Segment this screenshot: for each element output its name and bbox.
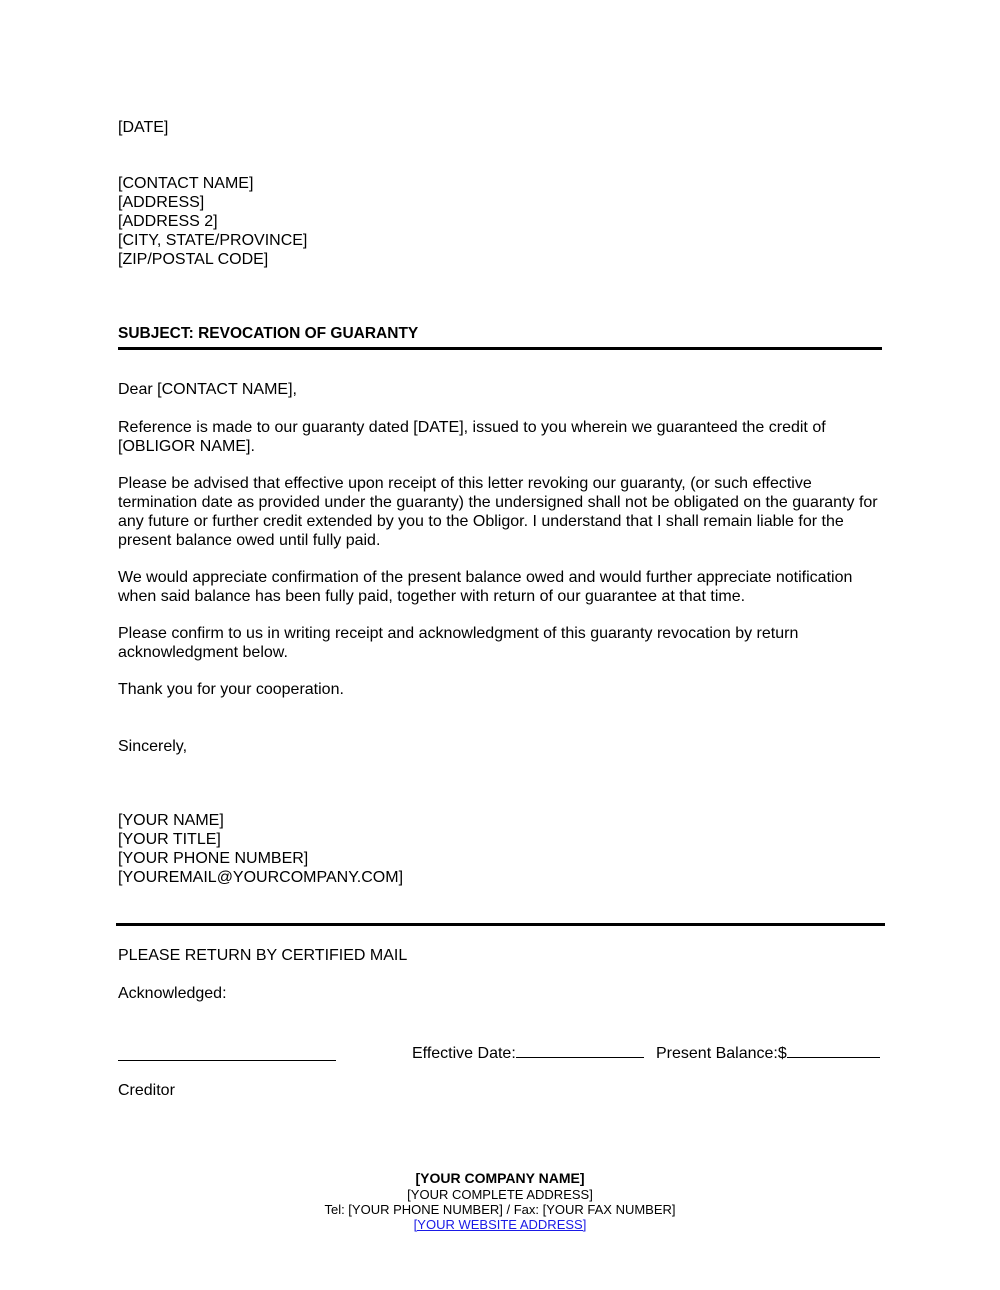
paragraph-text: We would appreciate confirmation of the present balance owed and would further appreciate notification when said balance has been fully paid, together with return of our guarantee at that time. bbox=[118, 569, 853, 605]
closing bbox=[118, 737, 882, 756]
signature-phone: [YOUR PHONE NUMBER] bbox=[118, 850, 309, 867]
body-paragraph-5 bbox=[118, 680, 882, 699]
return-notice-text: PLEASE RETURN BY CERTIFIED MAIL bbox=[118, 947, 408, 964]
creditor-signature-line[interactable] bbox=[118, 1043, 336, 1061]
recipient-address-block bbox=[118, 174, 882, 269]
date-text: [DATE] bbox=[118, 119, 169, 136]
effective-date-label: Effective Date: bbox=[412, 1045, 516, 1062]
body-paragraph-1 bbox=[118, 418, 858, 456]
body-paragraph-4 bbox=[118, 624, 838, 662]
footer-website-link[interactable]: [YOUR WEBSITE ADDRESS] bbox=[413, 1217, 587, 1232]
recipient-contact-name: [CONTACT NAME] bbox=[118, 175, 254, 192]
subject-line bbox=[118, 324, 882, 343]
return-notice bbox=[118, 946, 882, 965]
present-balance-blank[interactable] bbox=[787, 1043, 880, 1058]
present-balance-field bbox=[656, 1043, 880, 1063]
body-paragraph-3 bbox=[118, 568, 883, 606]
signature-name: [YOUR NAME] bbox=[118, 812, 224, 829]
paragraph-text: Thank you for your cooperation. bbox=[118, 681, 344, 698]
recipient-address: [ADDRESS] bbox=[118, 194, 205, 211]
signature-email: [YOUREMAIL@YOURCOMPANY.COM] bbox=[118, 869, 404, 886]
paragraph-text: Please confirm to us in writing receipt and acknowledgment of this guaranty revocation by return acknowledgment below. bbox=[118, 625, 799, 661]
recipient-zip: [ZIP/POSTAL CODE] bbox=[118, 251, 269, 268]
salutation bbox=[118, 380, 882, 399]
paragraph-text: Reference is made to our guaranty dated [DATE], issued to you wherein we guaranteed the credit of [OBLIGOR NAME]. bbox=[118, 419, 826, 455]
creditor-text: Creditor bbox=[118, 1082, 175, 1099]
effective-date-field bbox=[412, 1043, 644, 1063]
acknowledged-label bbox=[118, 984, 882, 1003]
footer-address: [YOUR COMPLETE ADDRESS] bbox=[407, 1187, 593, 1202]
present-balance-label: Present Balance:$ bbox=[656, 1045, 787, 1062]
creditor-label bbox=[118, 1081, 882, 1100]
effective-date-blank[interactable] bbox=[516, 1043, 644, 1058]
acknowledgment-divider bbox=[116, 923, 885, 926]
subject-text: SUBJECT: REVOCATION OF GUARANTY bbox=[118, 325, 419, 342]
acknowledged-text: Acknowledged: bbox=[118, 985, 227, 1002]
letter-footer bbox=[0, 1170, 1000, 1232]
body-paragraph-2 bbox=[118, 474, 883, 550]
recipient-city-state: [CITY, STATE/PROVINCE] bbox=[118, 232, 308, 249]
signature-title: [YOUR TITLE] bbox=[118, 831, 221, 848]
letter-date bbox=[118, 118, 882, 137]
closing-text: Sincerely, bbox=[118, 738, 188, 755]
paragraph-text: Please be advised that effective upon receipt of this letter revoking our guaranty, (or such effective termination date as provided under the guaranty) the undersigned shall not be obligated on the guaranty for any future or further credit extended by you to the Obligor. I understand that I shall remain liable for the present balance owed until fully paid. bbox=[118, 475, 878, 549]
footer-company-name: [YOUR COMPANY NAME] bbox=[415, 1170, 585, 1186]
recipient-address-2: [ADDRESS 2] bbox=[118, 213, 218, 230]
signature-block bbox=[118, 811, 882, 887]
footer-contact: Tel: [YOUR PHONE NUMBER] / Fax: [YOUR FAX NUMBER] bbox=[324, 1202, 676, 1217]
subject-divider bbox=[118, 347, 882, 350]
salutation-text: Dear [CONTACT NAME], bbox=[118, 381, 297, 398]
